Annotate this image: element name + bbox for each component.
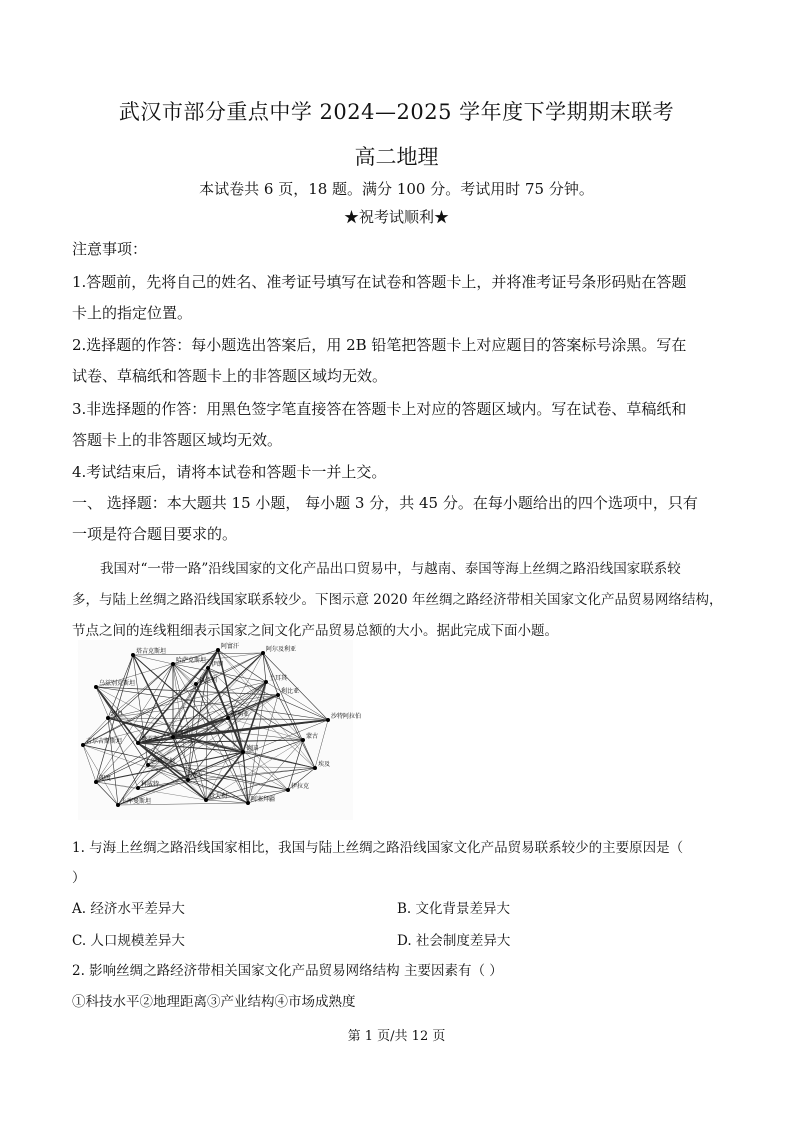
trade-network-diagram [78, 640, 362, 820]
country-label: 阿尔及利亚 [266, 646, 297, 653]
country-label: 利比亚 [281, 688, 300, 695]
passage-line: 我国对“一带一路”沿线国家的文化产品出口贸易中，与越南、泰国等海上丝绸之路沿线国家联系较 [100, 561, 681, 577]
exam-subject: 高二地理 [354, 145, 439, 169]
q1-option-d[interactable]: D. 社会制度差异大 [397, 933, 511, 949]
country-node [264, 680, 268, 684]
country-node [276, 693, 280, 697]
country-label: 巴基斯坦 [151, 758, 176, 765]
exam-title: 武汉市部分重点中学 2024—2025 学年度下学期期末联考 [118, 100, 675, 124]
country-node [81, 743, 85, 747]
country-label: 波兰 [191, 773, 204, 780]
country-node [94, 685, 98, 689]
country-label: 约旦 [111, 711, 124, 718]
country-label: 哈萨克斯坦 [176, 657, 207, 664]
question-2-choices: ①科技水平②地理距离③产业结构④市场成熟度 [72, 994, 356, 1010]
country-node [216, 648, 220, 652]
country-label: 沙特阿拉伯 [331, 713, 362, 720]
country-node [116, 803, 120, 807]
q1-option-b[interactable]: B. 文化背景差异大 [397, 901, 511, 917]
q1-option-c[interactable]: C. 人口规模差异大 [72, 933, 185, 949]
notice-heading: 注意事项： [72, 240, 148, 258]
country-label: 阿富汗 [221, 643, 240, 650]
country-node [301, 738, 305, 742]
country-node [146, 763, 150, 767]
country-label: 德国 [246, 745, 259, 752]
notice-item: 答题卡上的非答题区域均无效。 [72, 431, 283, 449]
country-node [204, 798, 208, 802]
question-2-stem: 2. 影响丝绸之路经济带相关国家文化产品贸易网络结构 主要因素有（ ） [72, 963, 503, 979]
country-node [246, 801, 250, 805]
page-footer: 第 1 页/共 12 页 [347, 1029, 446, 1044]
country-label: 伊拉克 [291, 783, 310, 790]
country-label: 印度 [99, 775, 112, 782]
country-label: 埃及 [318, 761, 331, 768]
country-node [94, 780, 98, 784]
country-node [194, 682, 198, 686]
country-label: 吉尔吉斯斯坦 [86, 738, 123, 745]
country-label: 意大利 [209, 793, 228, 800]
notice-item: 3.非选择题的作答：用黑色签字笔直接答在答题卡上对应的答题区域内。写在试卷、草稿纸和 [72, 400, 687, 418]
country-label: 科威特 [141, 781, 160, 788]
country-node [226, 716, 230, 720]
country-node [131, 653, 135, 657]
country-label: 土耳其 [269, 675, 288, 682]
country-label: 乌兹别克斯坦 [99, 680, 136, 687]
question-1-stem-end: ） [72, 870, 86, 886]
country-node [136, 741, 140, 745]
country-node [261, 651, 265, 655]
country-node [326, 718, 330, 722]
country-label: 上库曼斯坦 [121, 798, 152, 805]
country-label: 以色列 [199, 677, 218, 684]
notice-item: 4.考试结束后，请将本试卷和答题卡一并上交。 [72, 463, 387, 481]
q1-option-a[interactable]: A. 经济水平差异大 [72, 901, 185, 917]
country-label: 蒙古 [306, 733, 319, 740]
country-node [171, 735, 175, 739]
country-label: 中国 [176, 730, 189, 737]
country-node [106, 716, 110, 720]
country-node [136, 786, 140, 790]
passage-line: 节点之间的连线粗细表示国家之间文化产品贸易总额的大小。据此完成下面小题。 [72, 623, 558, 639]
country-node [186, 778, 190, 782]
country-node [171, 662, 175, 666]
country-node [241, 750, 245, 754]
country-label: 阿塞拜疆 [251, 796, 276, 803]
country-label: 叙利亚 [231, 711, 250, 718]
notice-item: 试卷、草稿纸和答题卡上的非答题区域均无效。 [72, 367, 388, 385]
section-heading: 一、 选择题：本大题共 15 小题， 每小题 3 分，共 45 分。在每小题给出的四个选项中，只有 [72, 494, 698, 512]
section-heading-cont: 一项是符合题目要求的。 [72, 525, 238, 543]
exam-info: 本试卷共 6 页，18 题。满分 100 分。考试用时 75 分钟。 [199, 180, 594, 198]
country-node [206, 666, 210, 670]
country-node [286, 788, 290, 792]
country-label: 俄罗斯 [141, 736, 160, 743]
country-node [313, 766, 317, 770]
notice-item: 卡上的指定位置。 [72, 304, 193, 322]
passage-line: 多，与陆上丝绸之路沿线国家联系较少。下图示意 2020 年丝绸之路经济带相关国家文化产品贸易网络结构， [72, 592, 723, 608]
notice-item: 2.选择题的作答：每小题选出答案后，用 2B 铅笔把答题卡上对应题目的答案标号涂黑。写在 [72, 336, 687, 354]
good-luck-line: ★祝考试顺利★ [343, 208, 449, 226]
country-label: 伊朗 [211, 661, 224, 668]
country-label: 塔吉克斯坦 [136, 648, 167, 655]
notice-item: 1.答题前，先将自己的姓名、准考证号填写在试卷和答题卡上，并将准考证号条形码贴在答题 [72, 273, 687, 291]
question-1-stem: 1. 与海上丝绸之路沿线国家相比，我国与陆上丝绸之路沿线国家文化产品贸易联系较少的主要原因是（ [72, 840, 684, 856]
